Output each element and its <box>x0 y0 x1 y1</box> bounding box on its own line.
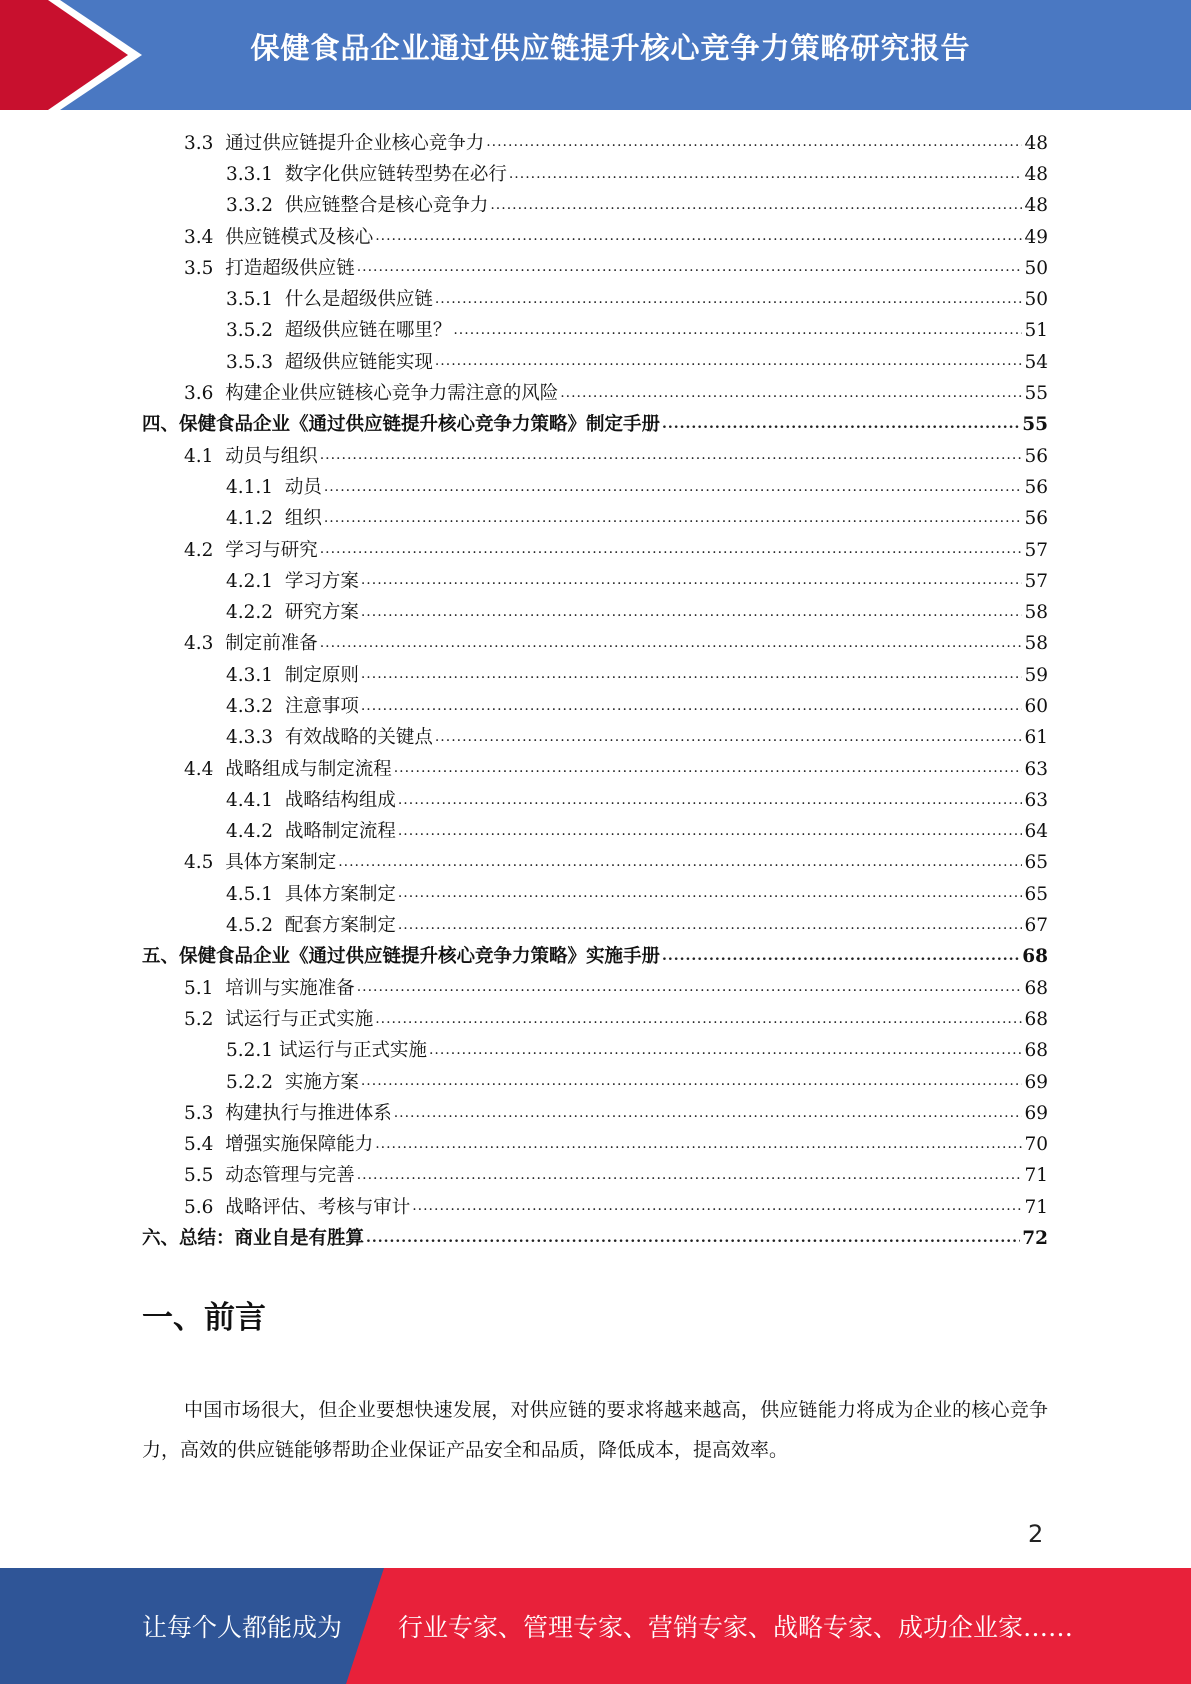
toc-entry-number: 3.5 <box>184 257 226 279</box>
toc-entry-page: 68 <box>1022 946 1048 968</box>
toc-entry-title: 制定原则 <box>284 664 359 686</box>
toc-dot-leader <box>509 163 1023 191</box>
toc-entry[interactable] <box>142 441 1048 472</box>
toc-entry-title: 通过供应链提升企业核心竞争力 <box>225 132 485 154</box>
toc-entry-number: 4.3.3 <box>226 727 285 749</box>
toc-entry[interactable] <box>142 1161 1048 1192</box>
toc-entry-number: 4.3.1 <box>226 664 285 686</box>
toc-entry-number: 3.6 <box>184 383 226 405</box>
toc-entry[interactable] <box>142 1004 1048 1035</box>
toc-entry-number: 五、 <box>142 946 180 968</box>
toc-entry-number: 4.4 <box>184 758 226 780</box>
toc-entry[interactable] <box>142 785 1048 816</box>
toc-entry-number: 4.3.2 <box>226 695 285 717</box>
page-number: 2 <box>1028 1520 1044 1548</box>
toc-entry[interactable] <box>142 316 1048 347</box>
toc-entry-title: 动员与组织 <box>225 445 318 467</box>
toc-entry-page: 55 <box>1024 383 1048 405</box>
toc-entry[interactable] <box>142 1098 1048 1129</box>
toc-entry-page: 56 <box>1024 445 1048 467</box>
toc-entry-page: 49 <box>1024 226 1048 248</box>
toc-entry-title: 培训与实施准备 <box>225 977 355 999</box>
toc-dot-leader <box>394 1102 1023 1130</box>
toc-entry-title: 超级供应链在哪里？ <box>284 320 452 342</box>
section-paragraph: 中国市场很大，但企业要想快速发展，对供应链的要求将越来越高，供应链能力将成为企业的核心竞争力，高效的供应链能够帮助企业保证产品安全和品质，降低成本，提高效率。 <box>142 1399 1048 1461</box>
toc-entry[interactable] <box>142 1130 1048 1161</box>
toc-entry-page: 64 <box>1024 821 1048 843</box>
toc-entry-page: 69 <box>1024 1071 1048 1093</box>
toc-entry-title: 试运行与正式实施 <box>225 1008 374 1030</box>
toc-dot-leader <box>357 256 1023 284</box>
table-of-contents <box>142 128 1048 1255</box>
toc-entry[interactable] <box>142 1067 1048 1098</box>
toc-entry-page: 69 <box>1024 1102 1048 1124</box>
toc-entry[interactable] <box>142 284 1048 315</box>
toc-dot-leader <box>324 476 1023 504</box>
toc-entry-page: 67 <box>1024 915 1048 937</box>
toc-entry[interactable] <box>142 191 1048 222</box>
toc-entry-number: 4.5.1 <box>226 883 285 905</box>
toc-entry[interactable] <box>142 347 1048 378</box>
footer-slogan-right: 行业专家、管理专家、营销专家、战略专家、成功企业家…… <box>398 1613 1074 1642</box>
toc-entry[interactable] <box>142 566 1048 597</box>
toc-entry-page: 48 <box>1024 163 1048 185</box>
toc-dot-leader <box>412 1195 1022 1223</box>
toc-entry-title: 制定前准备 <box>225 633 318 655</box>
toc-entry-number: 四、 <box>142 414 180 436</box>
toc-entry-page: 70 <box>1024 1134 1048 1156</box>
toc-dot-leader <box>394 757 1023 785</box>
toc-entry[interactable] <box>142 222 1048 253</box>
toc-entry-page: 57 <box>1024 539 1048 561</box>
toc-entry[interactable] <box>142 973 1048 1004</box>
toc-entry[interactable] <box>142 629 1048 660</box>
toc-dot-leader <box>662 945 1020 973</box>
toc-entry-number: 4.2.1 <box>226 570 285 592</box>
toc-entry-page: 72 <box>1022 1228 1048 1250</box>
toc-entry-title: 学习方案 <box>284 570 359 592</box>
toc-entry-title: 超级供应链能实现 <box>284 351 433 373</box>
toc-entry-number: 4.1.2 <box>226 508 285 530</box>
report-title: 保健食品企业通过供应链提升核心竞争力策略研究报告 <box>250 31 971 65</box>
chevron-decoration-icon <box>0 0 160 110</box>
toc-entry[interactable] <box>142 817 1048 848</box>
toc-entry-number: 5.2.1 <box>226 1040 279 1062</box>
toc-dot-leader <box>320 632 1023 660</box>
toc-entry-number: 3.5.3 <box>226 351 285 373</box>
toc-entry-title: 配套方案制定 <box>284 915 396 937</box>
toc-entry-number: 4.4.2 <box>226 821 285 843</box>
toc-dot-leader <box>366 1227 1020 1255</box>
toc-entry[interactable] <box>142 1192 1048 1223</box>
toc-entry-page: 68 <box>1024 1008 1048 1030</box>
toc-entry-title: 保健食品企业《通过供应链提升核心竞争力策略》制定手册 <box>179 414 661 436</box>
toc-entry-title: 什么是超级供应链 <box>284 289 433 311</box>
toc-entry-number: 3.3.2 <box>226 195 285 217</box>
toc-entry-title: 战略结构组成 <box>284 789 396 811</box>
toc-entry-page: 58 <box>1024 633 1048 655</box>
page-footer <box>0 1568 1191 1684</box>
toc-dot-leader <box>320 444 1023 472</box>
toc-entry-number: 4.2 <box>184 539 226 561</box>
toc-entry[interactable] <box>142 410 1048 441</box>
toc-entry-title: 战略评估、考核与审计 <box>225 1196 411 1218</box>
toc-entry-number: 5.4 <box>184 1134 226 1156</box>
toc-entry-number: 5.2 <box>184 1008 226 1030</box>
toc-dot-leader <box>357 1164 1023 1192</box>
toc-dot-leader <box>320 538 1023 566</box>
toc-entry-title: 实施方案 <box>284 1071 359 1093</box>
toc-entry-page: 65 <box>1024 883 1048 905</box>
toc-dot-leader <box>361 1070 1023 1098</box>
toc-entry-title: 构建执行与推进体系 <box>225 1102 392 1124</box>
toc-entry-title: 有效战略的关键点 <box>284 727 433 749</box>
toc-dot-leader <box>398 914 1023 942</box>
toc-entry-number: 3.3 <box>184 132 226 154</box>
toc-entry-number: 5.6 <box>184 1196 226 1218</box>
toc-entry[interactable] <box>142 378 1048 409</box>
toc-entry-number: 5.2.2 <box>226 1071 285 1093</box>
toc-entry-title: 打造超级供应链 <box>225 257 355 279</box>
toc-entry-number: 3.4 <box>184 226 226 248</box>
toc-entry-page: 56 <box>1024 476 1048 498</box>
toc-entry-page: 50 <box>1024 289 1048 311</box>
toc-dot-leader <box>375 225 1022 253</box>
toc-entry-page: 48 <box>1024 195 1048 217</box>
toc-entry-title: 注意事项 <box>284 695 359 717</box>
toc-entry-page: 71 <box>1024 1165 1048 1187</box>
toc-entry-title: 具体方案制定 <box>225 852 337 874</box>
toc-entry-title: 动员 <box>284 476 322 498</box>
toc-entry-title: 具体方案制定 <box>284 883 396 905</box>
toc-dot-leader <box>398 789 1023 817</box>
toc-entry-page: 59 <box>1024 664 1048 686</box>
toc-entry[interactable] <box>142 253 1048 284</box>
toc-dot-leader <box>453 319 1022 347</box>
toc-entry[interactable] <box>142 128 1048 159</box>
toc-entry-page: 51 <box>1024 320 1048 342</box>
toc-entry-number: 3.5.1 <box>226 289 285 311</box>
toc-dot-leader <box>429 1039 1022 1067</box>
toc-entry-number: 4.2.2 <box>226 602 285 624</box>
toc-dot-leader <box>435 726 1023 754</box>
toc-entry-page: 56 <box>1024 508 1048 530</box>
toc-entry[interactable] <box>142 504 1048 535</box>
toc-entry[interactable] <box>142 1223 1048 1254</box>
toc-entry-page: 63 <box>1024 758 1048 780</box>
toc-entry-title: 供应链模式及核心 <box>225 226 374 248</box>
toc-entry-title: 研究方案 <box>284 602 359 624</box>
toc-entry-page: 57 <box>1024 570 1048 592</box>
toc-entry-number: 4.5 <box>184 852 226 874</box>
toc-entry-title: 增强实施保障能力 <box>225 1134 374 1156</box>
toc-entry[interactable] <box>142 848 1048 879</box>
toc-entry[interactable] <box>142 535 1048 566</box>
toc-entry[interactable] <box>142 159 1048 190</box>
toc-entry[interactable] <box>142 910 1048 941</box>
toc-entry-page: 68 <box>1024 1040 1048 1062</box>
toc-entry-number: 4.3 <box>184 633 226 655</box>
toc-dot-leader <box>361 663 1023 691</box>
toc-dot-leader <box>324 507 1023 535</box>
toc-dot-leader <box>435 350 1023 378</box>
toc-entry-number: 4.1 <box>184 445 226 467</box>
toc-entry-page: 68 <box>1024 977 1048 999</box>
toc-entry-page: 71 <box>1024 1196 1048 1218</box>
toc-entry[interactable] <box>142 597 1048 628</box>
footer-slogan-left: 让每个人都能成为 <box>142 1613 343 1642</box>
toc-dot-leader <box>375 1133 1022 1161</box>
toc-dot-leader <box>338 851 1022 879</box>
toc-entry[interactable] <box>142 472 1048 503</box>
toc-entry-number: 3.3.1 <box>226 163 285 185</box>
toc-entry-number: 5.5 <box>184 1165 226 1187</box>
toc-entry-title: 组织 <box>284 508 322 530</box>
toc-entry-page: 55 <box>1022 414 1048 436</box>
toc-dot-leader <box>361 695 1023 723</box>
toc-dot-leader <box>486 131 1022 159</box>
toc-entry-page: 58 <box>1024 602 1048 624</box>
toc-entry-page: 63 <box>1024 789 1048 811</box>
toc-dot-leader <box>375 1008 1022 1036</box>
toc-entry-title: 总结：商业自是有胜算 <box>179 1228 365 1250</box>
toc-entry-number: 4.5.2 <box>226 915 285 937</box>
section-heading: 一、前言 <box>142 1300 266 1336</box>
toc-entry-title: 动态管理与完善 <box>225 1165 355 1187</box>
toc-entry[interactable] <box>142 660 1048 691</box>
toc-entry-page: 65 <box>1024 852 1048 874</box>
toc-dot-leader <box>662 413 1020 441</box>
toc-dot-leader <box>398 882 1023 910</box>
toc-entry-title: 数字化供应链转型势在必行 <box>284 163 507 185</box>
toc-entry[interactable] <box>142 754 1048 785</box>
toc-entry-page: 61 <box>1024 727 1048 749</box>
page-header <box>0 0 1191 110</box>
toc-entry-title: 战略组成与制定流程 <box>225 758 392 780</box>
toc-dot-leader <box>361 601 1023 629</box>
toc-entry[interactable] <box>142 942 1048 973</box>
toc-entry-number: 4.1.1 <box>226 476 285 498</box>
toc-entry-number: 3.5.2 <box>226 320 285 342</box>
toc-dot-leader <box>435 288 1023 316</box>
toc-entry-title: 学习与研究 <box>225 539 318 561</box>
toc-entry-page: 50 <box>1024 257 1048 279</box>
toc-entry-title: 试运行与正式实施 <box>278 1040 427 1062</box>
toc-entry-page: 60 <box>1024 695 1048 717</box>
toc-entry-page: 48 <box>1024 132 1048 154</box>
toc-dot-leader <box>361 569 1023 597</box>
toc-entry[interactable] <box>142 691 1048 722</box>
toc-entry[interactable] <box>142 1036 1048 1067</box>
toc-entry-title: 构建企业供应链核心竞争力需注意的风险 <box>225 383 559 405</box>
toc-entry-page: 54 <box>1024 351 1048 373</box>
toc-entry-title: 战略制定流程 <box>284 821 396 843</box>
toc-entry-number: 5.3 <box>184 1102 226 1124</box>
toc-entry-number: 六、 <box>142 1228 180 1250</box>
toc-entry-number: 4.4.1 <box>226 789 285 811</box>
toc-dot-leader <box>357 976 1023 1004</box>
toc-entry-number: 5.1 <box>184 977 226 999</box>
toc-dot-leader <box>398 820 1023 848</box>
toc-entry-title: 供应链整合是核心竞争力 <box>284 195 489 217</box>
toc-entry[interactable] <box>142 879 1048 910</box>
toc-entry-title: 保健食品企业《通过供应链提升核心竞争力策略》实施手册 <box>179 946 661 968</box>
toc-entry[interactable] <box>142 723 1048 754</box>
toc-dot-leader <box>560 382 1022 410</box>
toc-dot-leader <box>490 194 1022 222</box>
